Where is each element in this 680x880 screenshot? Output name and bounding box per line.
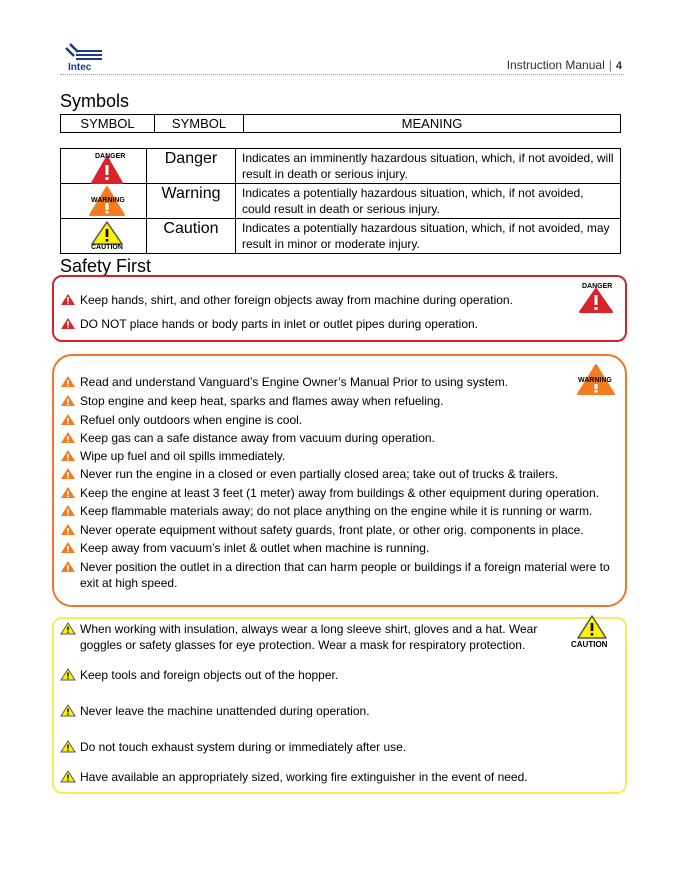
warning-icon: [60, 375, 76, 388]
danger-label: DANGER: [582, 283, 613, 290]
symbol-meaning: Indicates a potentially hazardous situation, which, if not avoided, could result in death or serious injury.: [236, 184, 621, 219]
caution-icon: [60, 668, 76, 681]
logo-text: Intec: [68, 62, 92, 73]
warning-icon: [60, 486, 76, 499]
symbol-meaning: Indicates an imminently hazardous situation, which, if not avoided, will result in death or serious injury.: [236, 149, 621, 184]
list-item: Never leave the machine unattended during operation.: [60, 703, 620, 719]
warning-icon: [60, 541, 76, 554]
table-row: [61, 184, 621, 219]
list-item: Keep the engine at least 3 feet (1 meter) away from buildings & other equipment during operation.: [60, 485, 620, 501]
symbols-header-table: [60, 114, 621, 133]
list-item: Keep flammable materials away; do not place anything on the engine while it is running or warm.: [60, 503, 620, 519]
table-row: [61, 219, 621, 254]
header-divider: [60, 74, 624, 75]
warning-icon: [60, 431, 76, 444]
caution-symbol-cell: [61, 219, 147, 254]
list-item: Never position the outlet in a direction that can harm people or buildings if a foreign material were to exit at high speed.: [60, 559, 620, 591]
caution-icon: [60, 770, 76, 783]
list-item: Never operate equipment without safety guards, front plate, or other orig. components in place.: [60, 522, 620, 538]
caution-icon: [576, 614, 608, 640]
danger-symbol-cell: [61, 149, 147, 184]
warning-symbol-cell: [61, 184, 147, 219]
column-header: MEANING: [244, 115, 621, 133]
warning-icon: [60, 394, 76, 407]
warning-icon: [60, 413, 76, 426]
list-item: Keep tools and foreign objects out of the hopper.: [60, 667, 620, 683]
warning-label: WARNING: [91, 197, 125, 204]
warning-icon: [60, 560, 76, 573]
column-header: SYMBOL: [61, 115, 155, 133]
list-item: Stop engine and keep heat, sparks and flames away when refueling.: [60, 393, 620, 409]
caution-icon: [60, 704, 76, 717]
list-item: Keep away from vacuum’s inlet & outlet when machine is running.: [60, 540, 620, 556]
warning-icon: [60, 467, 76, 480]
safety-heading: Safety First: [60, 256, 152, 276]
caution-label: CAUTION: [571, 640, 608, 649]
table-row: [61, 149, 621, 184]
caution-label: CAUTION: [91, 244, 123, 251]
list-item: DO NOT place hands or body parts in inlet or outlet pipes during operation.: [60, 316, 620, 332]
list-item: Do not touch exhaust system during or immediately after use.: [60, 739, 620, 755]
symbol-name: Warning: [147, 184, 236, 219]
list-item: Keep gas can a safe distance away from vacuum during operation.: [60, 430, 620, 446]
page-number: 4: [615, 60, 622, 72]
warning-icon: [60, 449, 76, 462]
list-item: When working with insulation, always wear a long sleeve shirt, gloves and a hat. Wear goggles or safety glasses for eye protection. Wear a mask for respiratory protection.: [60, 621, 560, 653]
manual-title: Instruction Manual: [506, 58, 605, 72]
caution-icon: [60, 740, 76, 753]
warning-icon: [60, 504, 76, 517]
warning-label: WARNING: [578, 377, 612, 384]
list-item: Never run the engine in a closed or even partially closed area; take out of trucks & trailers.: [60, 466, 620, 482]
symbols-table: [60, 148, 621, 254]
danger-icon: [60, 293, 76, 306]
list-item: Read and understand Vanguard’s Engine Owner’s Manual Prior to using system.: [60, 374, 560, 390]
column-header: SYMBOL: [155, 115, 244, 133]
danger-icon: [60, 317, 76, 330]
warning-icon: [60, 523, 76, 536]
caution-icon: [60, 622, 76, 635]
symbol-name: Caution: [147, 219, 236, 254]
symbols-heading: Symbols: [60, 91, 130, 111]
list-item: Have available an appropriately sized, working fire extinguisher in the event of need.: [60, 769, 620, 785]
list-item: Wipe up fuel and oil spills immediately.: [60, 448, 620, 464]
page-header: [507, 58, 622, 72]
header-separator: |: [608, 58, 612, 72]
symbol-name: Danger: [147, 149, 236, 184]
list-item: Refuel only outdoors when engine is cool.: [60, 412, 620, 428]
symbol-meaning: Indicates a potentially hazardous situation, which, if not avoided, may result in minor or moderate injury.: [236, 219, 621, 254]
danger-label: DANGER: [95, 153, 126, 160]
caution-icon: [90, 220, 124, 246]
list-item: Keep hands, shirt, and other foreign objects away from machine during operation.: [60, 292, 620, 308]
